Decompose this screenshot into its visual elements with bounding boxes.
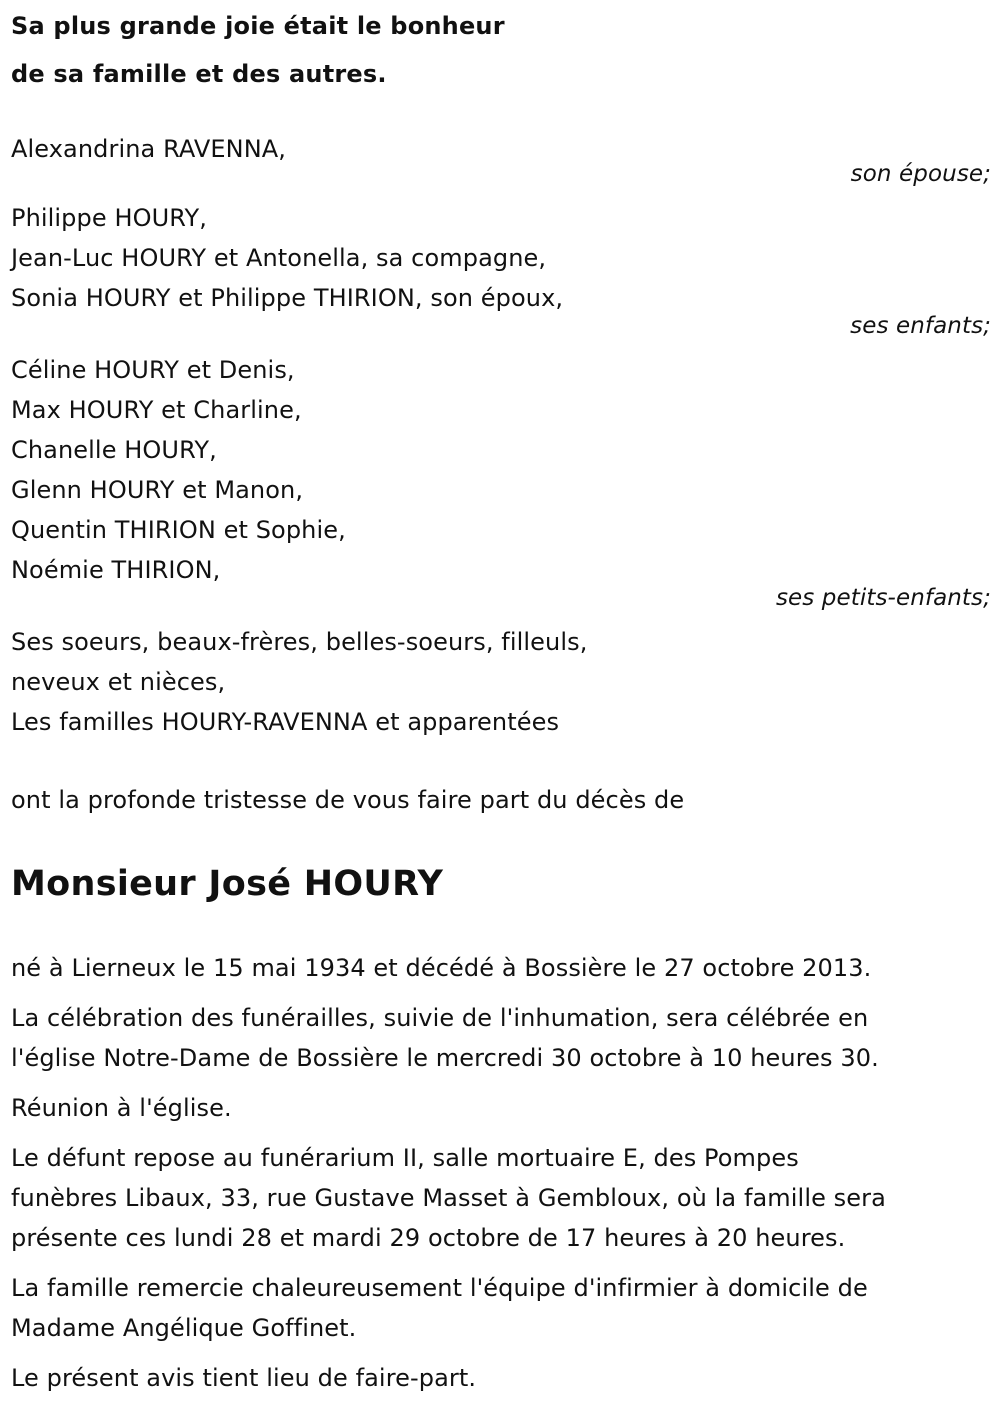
family-name: Noémie THIRION, [11,556,221,584]
family-name: Glenn HOURY et Manon, [11,476,304,504]
paragraph-funerarium [11,1138,991,1258]
paragraph-line: Le défunt repose au funérarium II, salle mortuaire E, des Pompes [11,1144,799,1172]
children-group [11,198,991,338]
spouse-group [11,129,991,186]
paragraph-funeral [11,998,991,1078]
paragraph-line: l'église Notre-Dame de Bossière le mercredi 30 octobre à 10 heures 30. [11,1044,879,1072]
announcement [11,780,991,820]
family-line: Les familles HOURY-RAVENNA et apparentées [11,708,560,736]
family-name: Max HOURY et Charline, [11,396,302,424]
paragraph-birth-death [11,948,991,988]
epigraph-line: Sa plus grande joie était le bonheur [11,12,505,40]
family-name: Jean-Luc HOURY et Antonella, sa compagne, [11,244,547,272]
family-line: Ses soeurs, beaux-frères, belles-soeurs, filleuls, [11,628,588,656]
paragraph-meeting [11,1088,991,1128]
family-name: Alexandrina RAVENNA, [11,135,286,163]
epigraph-line: de sa famille et des autres. [11,60,387,88]
grandchildren-group [11,350,991,610]
epigraph [11,2,991,98]
paragraph-notice [11,1358,991,1398]
family-name: Quentin THIRION et Sophie, [11,516,346,544]
paragraph-line: né à Lierneux le 15 mai 1934 et décédé à Bossière le 27 octobre 2013. [11,954,872,982]
relation-label: ses petits-enfants; [775,585,991,611]
paragraph-line: Le présent avis tient lieu de faire-part. [11,1364,477,1392]
paragraph-line: Madame Angélique Goffinet. [11,1314,357,1342]
paragraph-line: La famille remercie chaleureusement l'équipe d'infirmier à domicile de [11,1274,868,1302]
paragraph-line: La célébration des funérailles, suivie de l'inhumation, sera célébrée en [11,1004,869,1032]
relation-label: ses enfants; [850,313,991,339]
paragraph-line: Réunion à l'église. [11,1094,232,1122]
paragraph-thanks [11,1268,991,1348]
details [11,948,991,1398]
family-line: neveux et nièces, [11,668,226,696]
family-name: Philippe HOURY, [11,204,207,232]
paragraph-line: présente ces lundi 28 et mardi 29 octobre de 17 heures à 20 heures. [11,1224,846,1252]
relation-label: son épouse; [850,161,991,187]
extended-family [11,622,991,742]
family-name: Sonia HOURY et Philippe THIRION, son époux, [11,284,564,312]
obituary-notice [11,0,991,1408]
family-name: Chanelle HOURY, [11,436,217,464]
announcement-text: ont la profonde tristesse de vous faire part du décès de [11,786,685,814]
paragraph-line: funèbres Libaux, 33, rue Gustave Masset à Gembloux, où la famille sera [11,1184,886,1212]
deceased-name: Monsieur José HOURY [11,864,444,904]
family-name: Céline HOURY et Denis, [11,356,295,384]
